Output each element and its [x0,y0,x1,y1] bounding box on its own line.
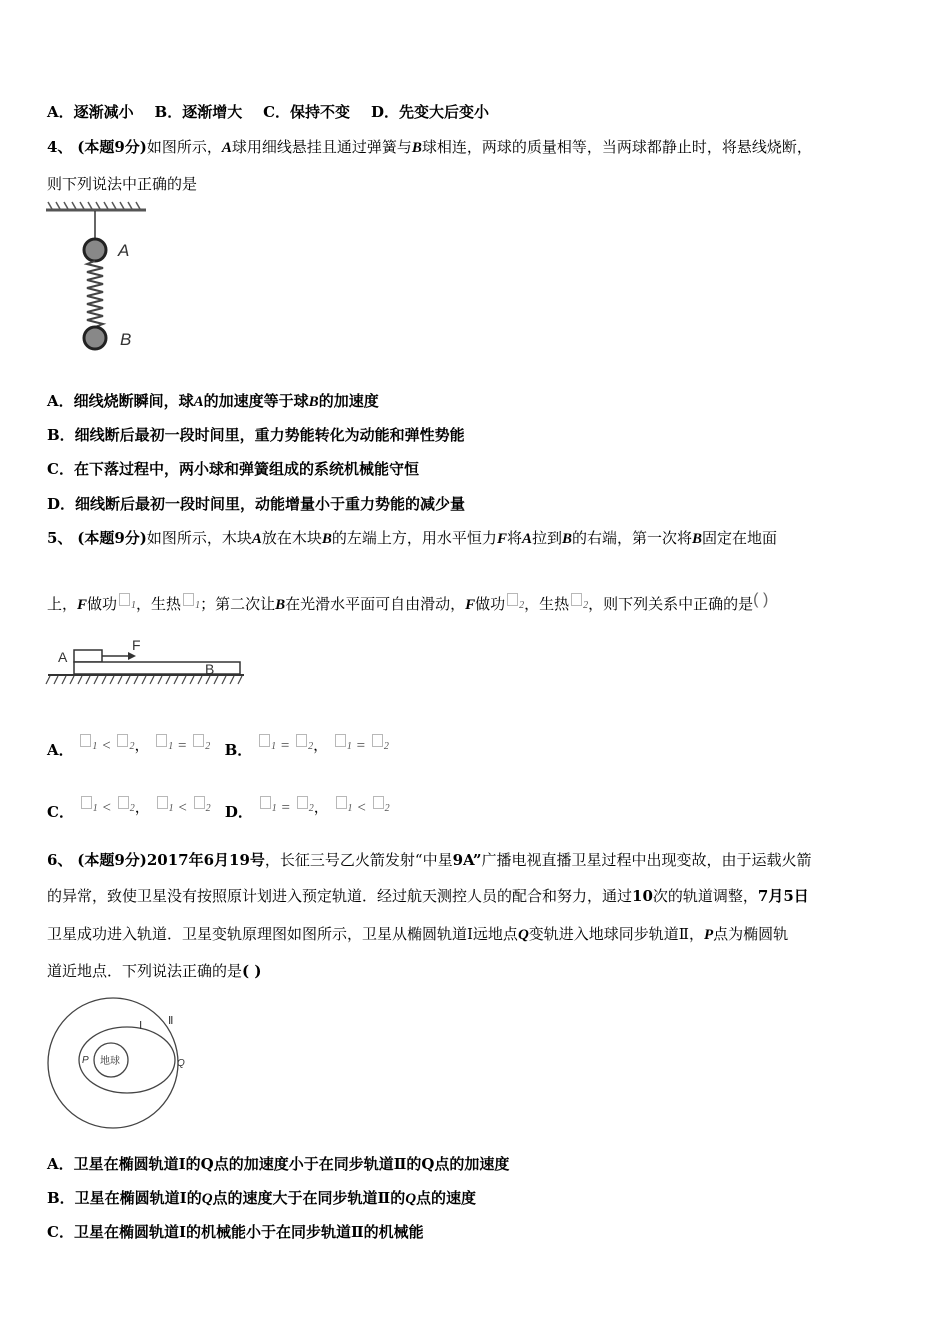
label-orbit-ii: Ⅱ [168,1015,174,1027]
ball-b [84,327,106,349]
q6-stem-line2: 的异常，致使卫星没有按照原计划进入预定轨道．经过航天测控人员的配合和努力，通过10次的轨道调整，7月5日 [47,887,809,905]
label-a: A [58,649,68,665]
orbit-figure [44,992,204,1132]
q4-stem-line1: 4、 (本题9分)如图所示，A球用细线悬挂且通过弹簧与B球相连，两球的质量相等，当两球都静止时，将悬线烧断， [47,138,812,156]
block-b [74,662,240,674]
label-f: F [132,637,141,653]
label-b: B [205,661,215,677]
label-a: A [118,241,130,260]
label-p: P [82,1055,89,1066]
q6-stem-line4: 道近地点．下列说法正确的是( ) [47,962,262,980]
q6-option-a: A．卫星在椭圆轨道Ⅰ的Q点的加速度小于在同步轨道Ⅱ的Q点的加速度 [47,1155,510,1173]
block-figure [44,636,254,692]
q5-options-ab: A． 1 < 2， 1 = 2 B． 1 = 2， 1 = 2 [47,736,389,759]
q5-options-cd: C． 1 < 2， 1 < 2 D． 1 = 2， 1 < 2 [47,798,390,821]
label-b: B [120,330,132,349]
q3-option-d: D．先变大后变小 [370,103,489,121]
q6-stem-line1: 6、 (本题9分)2017年6月19号，长征三号乙火箭发射“中星9A”广播电视直播卫星过程中出现变故，由于运载火箭 [47,851,812,869]
q6-option-b: B．卫星在椭圆轨道Ⅰ的Q点的速度大于在同步轨道Ⅱ的Q点的速度 [47,1189,477,1207]
label-q: Q [177,1058,185,1069]
q4-stem-line2: 则下列说法中正确的是 [47,175,198,193]
ball-a [84,239,106,261]
label-orbit-i: Ⅰ [139,1020,143,1032]
q3-options [47,102,489,122]
q6-stem-line3: 卫星成功进入轨道．卫星变轨原理图如图所示，卫星从椭圆轨道Ⅰ远地点Q变轨进入地球同步轨道Ⅱ，P点为椭圆轨 [47,925,789,943]
earth-label: 地球 [100,1056,120,1067]
q4-option-b: B．细线断后最初一段时间里，重力势能转化为动能和弹性势能 [47,426,465,444]
q3-option-a: A．逐渐减小 [47,103,134,121]
spring-figure [40,200,160,360]
q6-option-c: C．卫星在椭圆轨道Ⅰ的机械能小于在同步轨道Ⅱ的机械能 [47,1223,424,1241]
q3-option-b: B．逐渐增大 [154,103,243,121]
q4-option-a: A．细线烧断瞬间，球A的加速度等于球B的加速度 [47,392,379,410]
q4-option-c: C．在下落过程中，两小球和弹簧组成的系统机械能守恒 [47,460,419,478]
block-a [74,650,102,662]
q3-option-c: C．保持不变 [263,103,351,121]
q5-stem-line1: 5、 (本题9分)如图所示，木块A放在木块B的左端上方，用水平恒力F将A拉到B的右端，第一次将B固定在地面 [47,529,778,547]
q4-option-d: D．细线断后最初一段时间里，动能增量小于重力势能的减少量 [47,495,466,513]
q5-stem-line2: 上，F做功 1，生热 1；第二次让B在光滑水平面可自由滑动，F做功 2，生热 2，则下列关系中正确的是( ) [47,591,769,613]
